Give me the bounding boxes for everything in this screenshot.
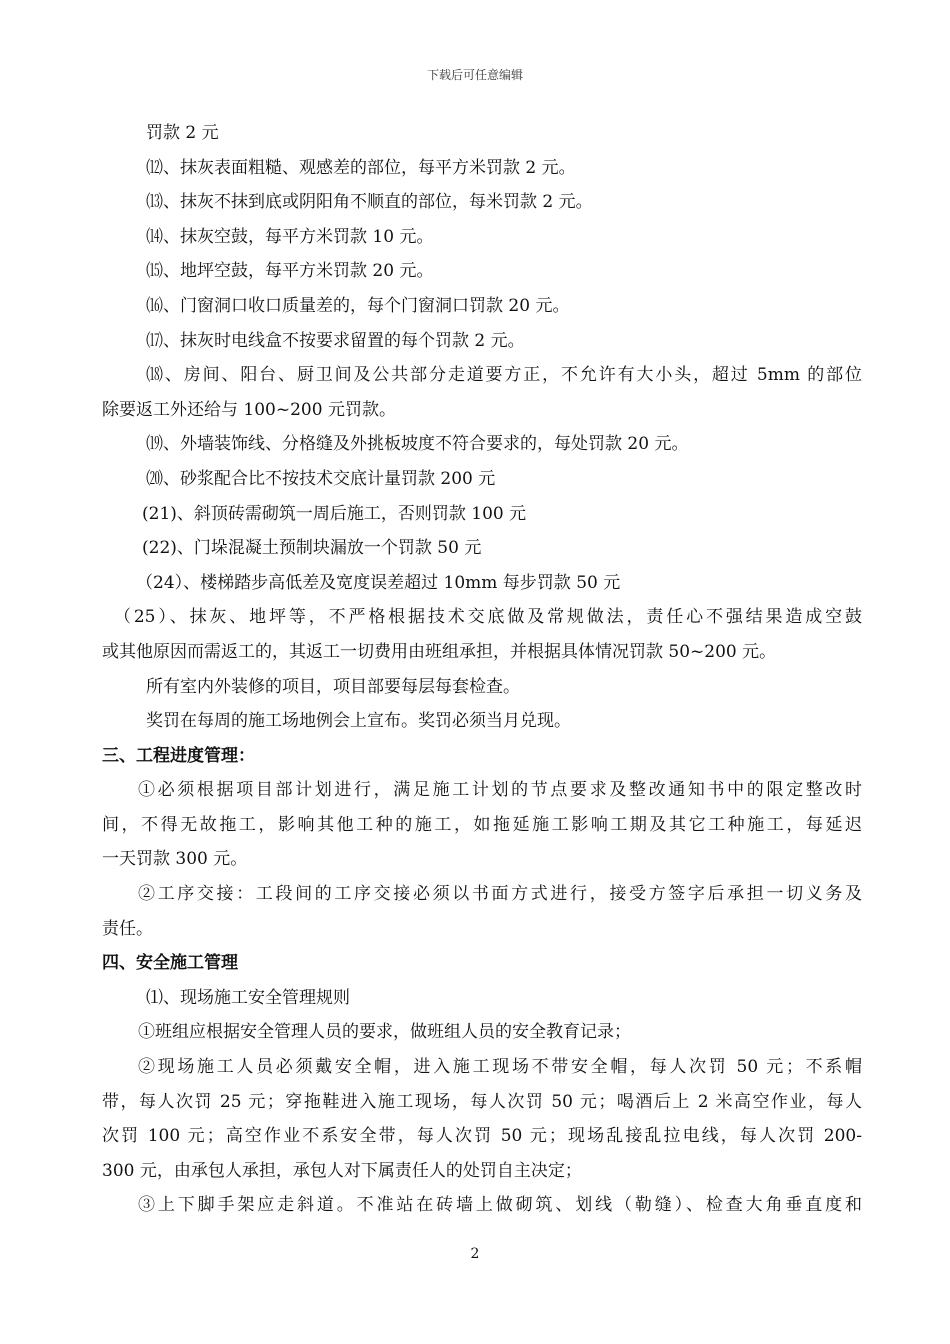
text-line: ⒀、抹灰不抹到底或阴阳角不顺直的部位，每米罚款 2 元。 xyxy=(146,192,593,213)
text-line: 奖罚在每周的施工场地例会上宣布。奖罚必须当月兑现。 xyxy=(146,711,571,732)
text-line: ⑴、现场施工安全管理规则 xyxy=(146,987,350,1008)
text-line: 次罚 100 元；高空作业不系安全带，每人次罚 50 元；现场乱接乱拉电线，每人次罚 200- xyxy=(102,1126,862,1147)
section-heading: 四、安全施工管理 xyxy=(102,953,238,974)
text-line: 或其他原因而需返工的，其返工一切费用由班组承担，并根据具体情况罚款 50~200 元。 xyxy=(102,641,777,662)
text-line: (22)、门垛混凝土预制块漏放一个罚款 50 元 xyxy=(142,538,482,559)
section-heading: 三、工程进度管理： xyxy=(102,745,255,766)
page-number: 2 xyxy=(470,1246,480,1262)
text-line: ③上下脚手架应走斜道。不准站在砖墙上做砌筑、划线（勒缝）、检查大角垂直度和 xyxy=(138,1195,862,1216)
text-line: 除要返工外还给与 100~200 元罚款。 xyxy=(102,399,396,420)
text-line: ⒁、抹灰空鼓，每平方米罚款 10 元。 xyxy=(146,226,434,247)
text-line: 带，每人次罚 25 元；穿拖鞋进入施工现场，每人次罚 50 元；喝酒后上 2 米高空作业，每人 xyxy=(102,1091,862,1112)
text-line: （24）、楼梯踏步高低差及宽度误差超过 10mm 每步罚款 50 元 xyxy=(136,572,621,593)
text-line: (21)、斜顶砖需砌筑一周后施工，否则罚款 100 元 xyxy=(142,503,527,524)
text-line: （25）、抹灰、地坪等，不严格根据技术交底做及常规做法，责任心不强结果造成空鼓 xyxy=(114,607,862,628)
text-line: 间，不得无故拖工，影响其他工种的施工，如拖延施工影响工期及其它工种施工，每延迟 xyxy=(102,814,862,835)
document-body xyxy=(102,116,862,1223)
page-header: 下载后可任意编辑 xyxy=(426,68,523,82)
text-line: ①班组应根据安全管理人员的要求，做班组人员的安全教育记录； xyxy=(138,1022,631,1043)
text-line: 300 元，由承包人承担，承包人对下属责任人的处罚自主决定； xyxy=(102,1160,582,1181)
text-line: 所有室内外装修的项目，项目部要每层每套检查。 xyxy=(146,676,520,697)
text-line: ⒃、门窗洞口收口质量差的，每个门窗洞口罚款 20 元。 xyxy=(146,295,570,316)
text-line: ⒇、砂浆配合比不按技术交底计量罚款 200 元 xyxy=(146,468,496,489)
text-line: 罚款 2 元 xyxy=(146,123,219,143)
text-line: ⒄、抹灰时电线盒不按要求留置的每个罚款 2 元。 xyxy=(146,330,525,351)
text-line: ①必须根据项目部计划进行，满足施工计划的节点要求及整改通知书中的限定整改时 xyxy=(138,780,862,801)
text-line: ②现场施工人员必须戴安全帽，进入施工现场不带安全帽，每人次罚 50 元；不系帽 xyxy=(138,1057,862,1078)
text-line: ⒅、房间、阳台、厨卫间及公共部分走道要方正，不允许有大小头，超过 5mm 的部位 xyxy=(146,365,862,386)
text-line: 一天罚款 300 元。 xyxy=(102,849,248,870)
text-line: ②工序交接：工段间的工序交接必须以书面方式进行，接受方签字后承担一切义务及 xyxy=(138,884,862,905)
text-line: ⒆、外墙装饰线、分格缝及外挑板坡度不符合要求的，每处罚款 20 元。 xyxy=(146,434,689,455)
text-line: ⒂、地坪空鼓，每平方米罚款 20 元。 xyxy=(146,261,434,282)
text-line: 责任。 xyxy=(102,918,153,939)
text-line: ⑿、抹灰表面粗糙、观感差的部位，每平方米罚款 2 元。 xyxy=(146,157,576,178)
